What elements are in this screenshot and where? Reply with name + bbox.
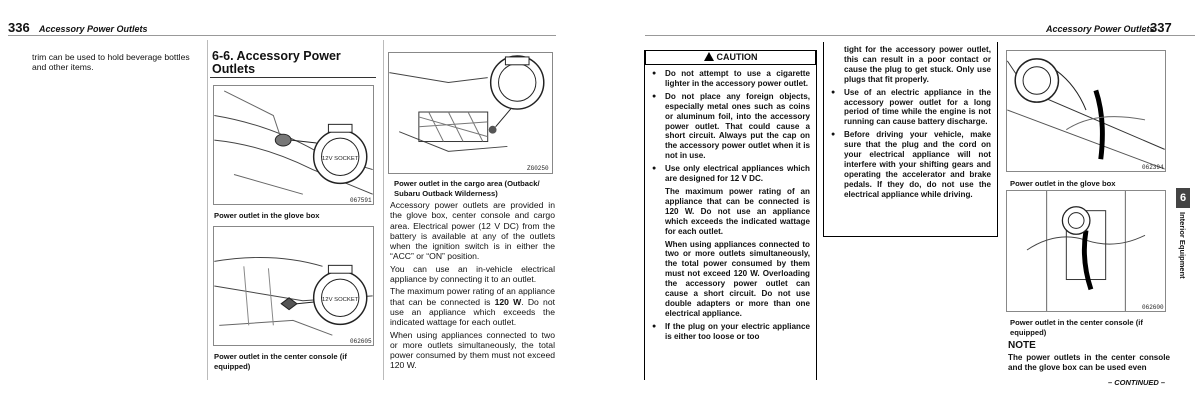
chapter-label: Interior Equipment — [1178, 212, 1187, 279]
figure-console-outlet — [213, 226, 374, 346]
caution-bullet: ● Do not attempt to use a cigarette lighter in the accessory power outlet. — [651, 69, 810, 89]
figure-id: 067591 — [350, 197, 372, 204]
figure-glove-box-outlet — [213, 85, 374, 205]
caution-header — [645, 50, 816, 65]
figure-id: 062600 — [1142, 304, 1164, 311]
caution-box — [644, 50, 817, 380]
caution-bullet: ● Use only electrical appliances which are designed for 12 V DC. — [651, 164, 810, 184]
figure-glove-box-outlet-right — [1006, 50, 1166, 172]
figure-caption: Power outlet in the center console (if equipped) — [1010, 318, 1143, 337]
bold-value: 120 W — [494, 296, 522, 307]
running-title-left: Accessory Power Outlets — [39, 24, 148, 34]
figure-caption: Power outlet in the center console (if equipped) — [214, 352, 347, 371]
running-title-right: Accessory Power Outlets — [1046, 24, 1155, 34]
caution-bullet: ● Do not place any foreign objects, especially metal ones such as coins or aluminum foil, into the accessory power outlet. That could cause a short circuit. Always put the cap on the accessory power outlet when it is not in use. — [651, 92, 810, 161]
figure-id: 062394 — [1142, 164, 1164, 171]
figure-caption: Power outlet in the glove box — [214, 211, 320, 220]
paragraph: You can use an in-vehicle electrical appliance by connecting it to an outlet. — [390, 263, 555, 285]
text-span: The maximum power rating of an appliance that can be connected is — [390, 286, 555, 307]
body-text — [390, 200, 555, 371]
text-span: . Do not use an appliance which exceeds the indicated wattage for each outlet. — [390, 296, 555, 328]
note-title: NOTE — [1008, 340, 1036, 351]
header-rule-left — [8, 35, 556, 36]
svg-text:12V SOCKET: 12V SOCKET — [322, 155, 359, 162]
caution-paragraph: The maximum power rating of an appliance that can be connected is 120 W. Do not use an appliance which exceeds the indicated wattage for each outlet. — [665, 186, 810, 236]
figure-id: 062605 — [350, 338, 372, 345]
page-number-right: 337 — [1150, 20, 1172, 35]
note-text: The power outlets in the center console and the glove box can be used even — [1008, 353, 1170, 372]
column-divider — [383, 40, 384, 380]
paragraph: Accessory power outlets are provided in the glove box, center console and cargo area. Electrical power (12 V DC) from the battery is available at any of the outlets when the ignition switch is in either the “ACC” or “ON” position. — [390, 200, 555, 262]
paragraph: When using appliances connected to two or more outlets simultaneously, the total power consumed by them must not exceed 120 W. — [390, 329, 555, 371]
caution-title: CAUTION — [716, 52, 758, 62]
page-number-left: 336 — [8, 20, 30, 35]
caution-bullet: ● Before driving your vehicle, make sure that the plug and the cord on your electrical appliance will not interfere with your shifting gears and operating the accelerator and brake pedals. If they do, do not use the electrical appliance while driving. — [830, 130, 991, 199]
caution-paragraph: tight for the accessory power outlet, this can result in a poor contact or cause the plug to get stuck. Only use plugs that fit properly. — [844, 45, 991, 84]
header-rule-right — [645, 35, 1195, 36]
figure-caption: Power outlet in the cargo area (Outback/ Subaru Outback Wilderness) — [394, 179, 540, 198]
figure-cargo-outlet — [388, 52, 553, 174]
column-divider — [207, 40, 208, 380]
section-heading: 6-6. Accessory Power Outlets — [212, 49, 341, 76]
warning-icon — [704, 52, 714, 61]
continued-text: trim can be used to hold beverage bottles and other items. — [32, 52, 190, 73]
figure-caption: Power outlet in the glove box — [1010, 179, 1116, 188]
caution-box-continued — [823, 42, 998, 237]
caution-bullet: ● Use of an electric appliance in the accessory power outlet for a long period of time while the engine is not running can cause battery discharge. — [830, 88, 991, 128]
figure-id: ZG0250 — [527, 165, 549, 172]
caution-bullet: ● If the plug on your electric appliance is either too loose or too — [651, 322, 810, 342]
continued-label: – CONTINUED – — [1108, 378, 1166, 387]
chapter-tab: 6 — [1176, 188, 1190, 208]
paragraph — [390, 286, 555, 327]
heading-rule — [210, 77, 376, 78]
caution-paragraph: When using appliances connected to two or more outlets simultaneously, the total power consumed by them must not exceed 120 W. Overloading the accessory power outlet can cause a short circuit. Do not use double adapters or more than one electrical appliance. — [665, 239, 810, 318]
svg-text:12V SOCKET: 12V SOCKET — [322, 296, 359, 303]
figure-console-outlet-right — [1006, 190, 1166, 312]
